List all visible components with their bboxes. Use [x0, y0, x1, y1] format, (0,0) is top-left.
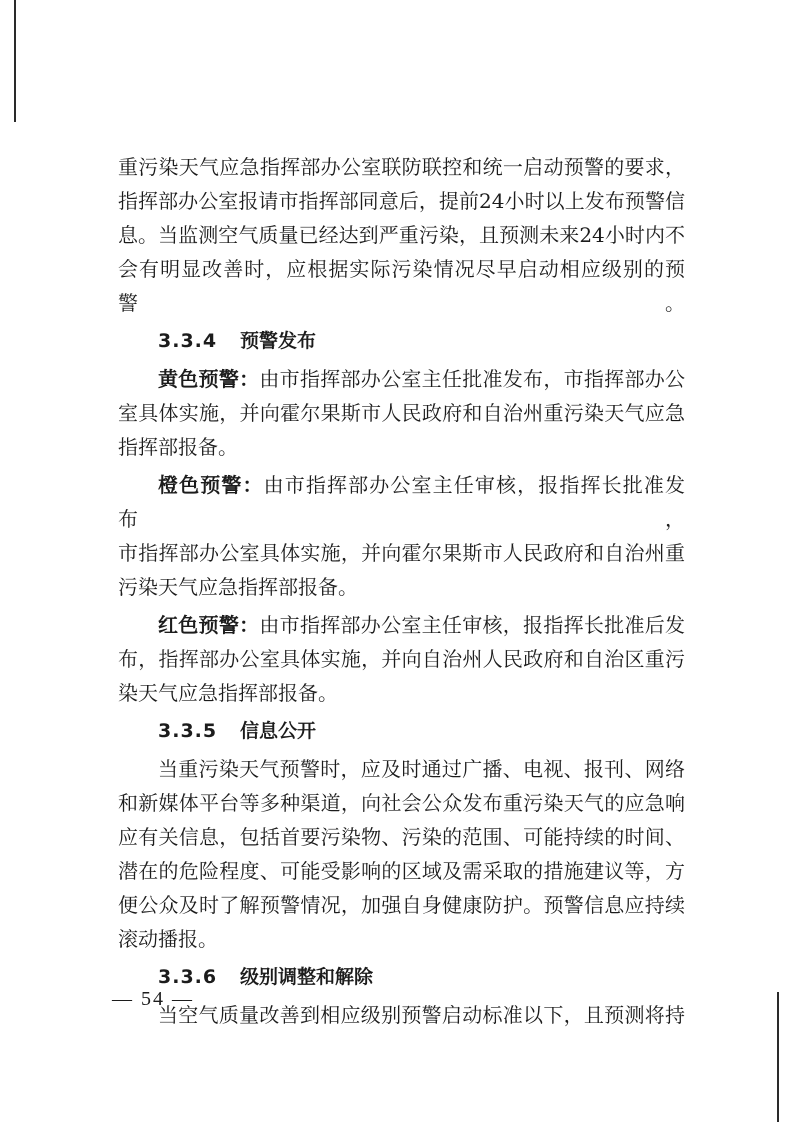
- body-line: 指挥部报备。: [118, 435, 238, 459]
- yellow-warning-text: 由市指挥部办公室主任批准发布，市指挥部办公: [259, 367, 686, 391]
- body-line: 便公众及时了解预警情况，加强自身健康防护。预警信息应持续: [118, 893, 685, 917]
- scan-border-right: [777, 992, 779, 1122]
- section-heading-3-3-4: [118, 324, 685, 358]
- orange-warning-text: 由市指挥部办公室主任审核，报指挥长批准发布，: [118, 473, 685, 531]
- page-number: — 54 —: [112, 988, 194, 1010]
- document-body: [118, 150, 685, 1032]
- section-title: 信息公开: [240, 720, 317, 742]
- section-title: 级别调整和解除: [240, 966, 374, 988]
- orange-warning-label: 橙色预警：: [158, 473, 264, 497]
- body-line: 污染天气应急指挥部报备。: [118, 575, 358, 599]
- body-line: 息。当监测空气质量已经达到严重污染，且预测未来24小时内不: [118, 223, 685, 247]
- body-line: 应有关信息，包括首要污染物、污染的范围、可能持续的时间、: [118, 825, 685, 849]
- body-line: 当空气质量改善到相应级别预警启动标准以下，且预测将持: [158, 1003, 685, 1027]
- body-line: 重污染天气应急指挥部办公室联防联控和统一启动预警的要求，: [118, 155, 685, 179]
- yellow-warning-label: 黄色预警：: [158, 367, 260, 391]
- orange-warning-line: [118, 468, 685, 536]
- body-line: 当重污染天气预警时，应及时通过广播、电视、报刊、网络: [158, 757, 685, 781]
- red-warning-label: 红色预警：: [158, 613, 260, 637]
- body-line: 染天气应急指挥部报备。: [118, 681, 338, 705]
- body-line: 市指挥部办公室具体实施，并向霍尔果斯市人民政府和自治州重: [118, 541, 685, 565]
- body-line: 和新媒体平台等多种渠道，向社会公众发布重污染天气的应急响: [118, 791, 685, 815]
- red-warning-text: 由市指挥部办公室主任审核，报指挥长批准后发: [259, 613, 686, 637]
- body-line: 滚动播报。: [118, 927, 218, 951]
- body-line: 会有明显改善时，应根据实际污染情况尽早启动相应级别的预警。: [118, 257, 685, 315]
- section-heading-3-3-5: [118, 714, 685, 748]
- section-number: 3.3.6: [158, 966, 218, 988]
- section-number: 3.3.4: [158, 330, 218, 352]
- yellow-warning-line: [118, 362, 685, 396]
- body-line: 指挥部办公室报请市指挥部同意后，提前24小时以上发布预警信: [118, 189, 685, 213]
- section-number: 3.3.5: [158, 720, 218, 742]
- body-line: 布，指挥部办公室具体实施，并向自治州人民政府和自治区重污: [118, 647, 685, 671]
- section-title: 预警发布: [240, 330, 317, 352]
- scan-border-left: [14, 0, 16, 122]
- section-heading-3-3-6: [118, 960, 685, 994]
- body-line: 室具体实施，并向霍尔果斯市人民政府和自治州重污染天气应急: [118, 401, 685, 425]
- body-line: 潜在的危险程度、可能受影响的区域及需采取的措施建议等，方: [118, 859, 685, 883]
- red-warning-line: [118, 608, 685, 642]
